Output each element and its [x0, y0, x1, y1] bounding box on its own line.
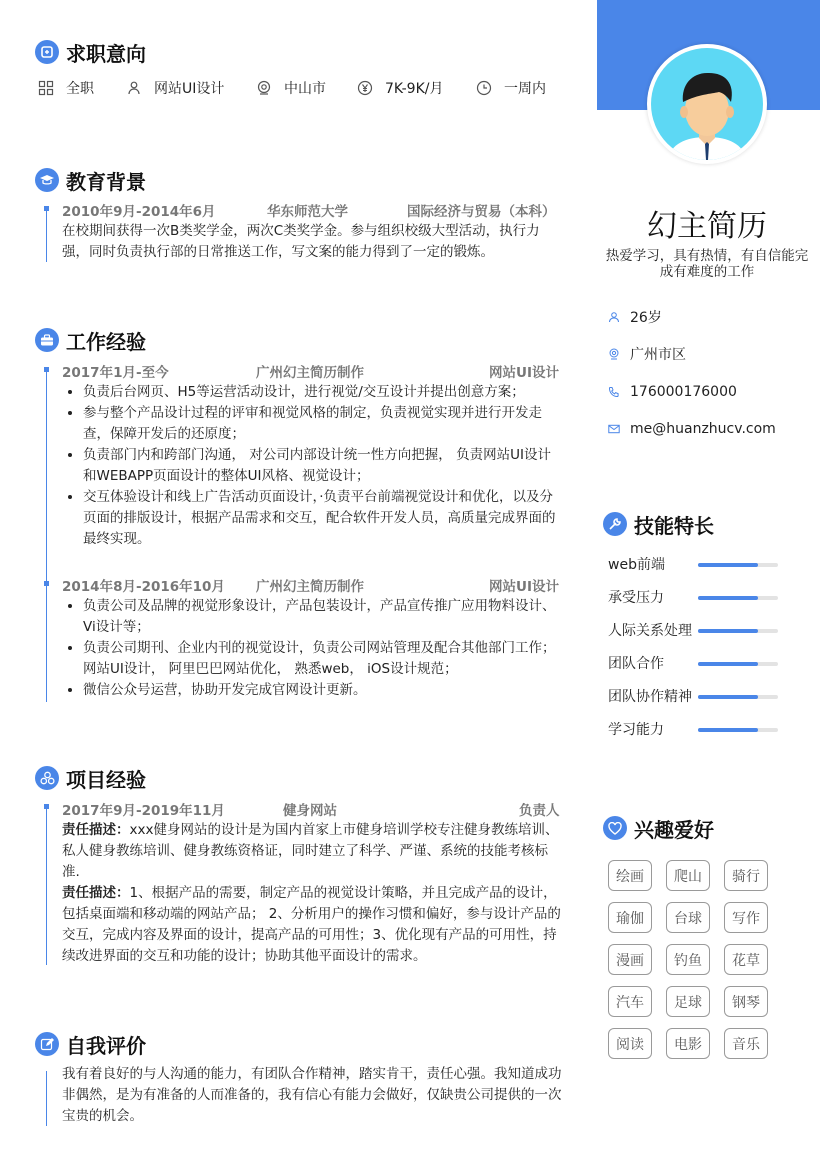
project-title: 项目经验 [66, 767, 146, 792]
education-date: 2010年9月-2014年6月 [62, 204, 216, 220]
hobby-tag: 钢琴 [724, 986, 768, 1017]
phone-icon [608, 386, 620, 398]
skill-bar-fill [698, 695, 758, 699]
skill-bar-fill [698, 662, 758, 666]
project-date: 2017年9月-2019年11月 [62, 803, 225, 819]
contact-email: me@huanzhucv.com [608, 419, 776, 439]
skill-bar-fill [698, 728, 758, 732]
work-2-company: 广州幻主简历制作 [256, 579, 364, 595]
project-desc-1 [62, 820, 562, 883]
work-1-duties [62, 382, 562, 550]
skill-name: web前端 [608, 557, 665, 573]
project-role: 负责人 [519, 803, 560, 819]
timeline-dot [44, 804, 49, 809]
list-item: • 负责部门内和跨部门沟通， 对公司内部设计统一性方向把握， 负责网站UI设计和WEBAPP页面设计的整体UI风格、视觉设计； [83, 445, 562, 487]
hobby-tag: 汽车 [608, 986, 652, 1017]
list-item: • 微信公众号运营，协助开发完成官网设计更新。 [83, 680, 562, 701]
intent-salary: 7K-9K/月 [357, 78, 443, 98]
skill-name: 人际关系处理 [608, 623, 692, 639]
person-icon [126, 80, 142, 96]
list-item: • 负责公司及品牌的视觉形象设计，产品包装设计，产品宣传推广应用物料设计、Vi设计等； [83, 596, 562, 638]
timeline-dot [44, 367, 49, 372]
self-timeline [46, 1071, 47, 1126]
skill-bar-fill [698, 563, 758, 567]
skill-bar [698, 728, 778, 732]
work-2-meta [62, 575, 562, 595]
work-2-role: 网站UI设计 [489, 579, 559, 595]
education-timeline [46, 207, 47, 262]
education-title: 教育背景 [66, 169, 146, 194]
education-meta [62, 200, 562, 220]
work-section-header [35, 326, 146, 354]
work-1-meta [62, 361, 562, 381]
self-section-header [35, 1030, 146, 1058]
skill-bar [698, 662, 778, 666]
skill-row [608, 653, 778, 673]
list-item: • 负责公司期刊、企业内刊的视觉设计，负责公司网站管理及配合其他部门工作；网站UI设计， 阿里巴巴网站优化， 熟悉web， iOS设计规范； [83, 638, 562, 680]
hobby-tag: 绘画 [608, 860, 652, 891]
intent-position: 网站UI设计 [126, 78, 224, 98]
skill-bar-fill [698, 596, 758, 600]
avatar-icon [647, 44, 767, 164]
skill-bar [698, 695, 778, 699]
hobby-tag: 爬山 [666, 860, 710, 891]
project-desc-2-label: 责任描述： [62, 885, 130, 901]
cluster-icon [35, 766, 59, 790]
hobby-tag: 音乐 [724, 1028, 768, 1059]
hobby-tag: 台球 [666, 902, 710, 933]
graduation-cap-icon [35, 168, 59, 192]
hobby-tag: 足球 [666, 986, 710, 1017]
list-item: • 负责后台网页、H5等运营活动设计，进行视觉/交互设计并提出创意方案； [83, 382, 562, 403]
list-item: • 参与整个产品设计过程的评审和视觉风格的制定，负责视觉实现并进行开发走查，保障开发后的还原度； [83, 403, 562, 445]
wrench-icon [603, 512, 627, 536]
work-2-date: 2014年8月-2016年10月 [62, 579, 225, 595]
skill-name: 承受压力 [608, 590, 664, 606]
work-1-company: 广州幻主简历制作 [256, 365, 364, 381]
mail-icon [608, 423, 620, 435]
skill-bar [698, 563, 778, 567]
avatar [647, 44, 767, 164]
work-1-date: 2017年1月-至今 [62, 365, 169, 381]
skill-bar-fill [698, 629, 758, 633]
work-1-role: 网站UI设计 [489, 365, 559, 381]
hobby-tag: 漫画 [608, 944, 652, 975]
project-desc-1-label: 责任描述： [62, 822, 130, 838]
contact-location: 广州市区 [608, 344, 686, 364]
timeline-dot [44, 581, 49, 586]
hobbies-title: 兴趣爱好 [634, 817, 714, 842]
self-text: 我有着良好的与人沟通的能力，有团队合作精神，踏实肯干，责任心强。我知道成功非偶然，是为有准备的人而准备的，我有信心有能力会做好，仅缺贵公司提供的一次宝贵的机会。 [62, 1066, 562, 1124]
education-desc: 在校期间获得一次B类奖学金，两次C类奖学金。参与组织校级大型活动，执行力强，同时负责执行部的日常推送工作，写文案的能力得到了一定的锻炼。 [62, 223, 540, 260]
education-section-header [35, 166, 146, 194]
list-item: • 交互体验设计和线上广告活动页面设计，·负责平台前端视觉设计和优化，以及分页面的排版设计，根据产品需求和交互，配合软件开发人员，高质量完成界面的最终实现。 [83, 487, 562, 550]
intent-city: 中山市 [256, 78, 326, 98]
hobby-tag: 电影 [666, 1028, 710, 1059]
project-name: 健身网站 [283, 803, 337, 819]
hobbies-section-header [603, 814, 714, 842]
clock-icon [476, 80, 492, 96]
briefcase-icon [35, 328, 59, 352]
self-title: 自我评价 [66, 1033, 146, 1058]
skill-name: 学习能力 [608, 722, 664, 738]
project-desc-2-text: 1、根据产品的需要，制定产品的视觉设计策略，并且完成产品的设计，包括桌面端和移动端的网站产品； 2、分析用户的操作习惯和偏好，参与设计产品的交互，完成内容及界面的设计，提高产品的可用性；3、优化现有产品的可用性，持续改进界面的交互和功能的设计；协助其他平面设计的需求。 [62, 885, 561, 964]
hobby-tag: 阅读 [608, 1028, 652, 1059]
project-desc-1-text: xxx健身网站的设计是为国内首家上市健身培训学校专注健身教练培训、私人健身教练培训、健身教练资格证，同时建立了科学、严谨、系统的技能考核标准. [62, 822, 559, 880]
skill-name: 团队协作精神 [608, 689, 692, 705]
location-icon [256, 80, 272, 96]
skill-row [608, 686, 778, 706]
skill-bar [698, 629, 778, 633]
edit-icon [35, 1032, 59, 1056]
intent-icon [35, 40, 59, 64]
education-school: 华东师范大学 [267, 204, 348, 220]
location-icon [608, 348, 620, 360]
intent-availability: 一周内 [476, 78, 546, 98]
skill-row [608, 620, 778, 640]
work-timeline [46, 368, 47, 702]
contact-phone: 176000176000 [608, 382, 737, 402]
project-section-header [35, 764, 146, 792]
work-2-duties [62, 596, 562, 701]
project-meta [62, 799, 562, 819]
intent-title: 求职意向 [66, 41, 146, 66]
intent-section-header [35, 38, 146, 66]
grid-icon [38, 80, 54, 96]
project-desc-2 [62, 883, 562, 967]
person-icon [608, 311, 620, 323]
yen-icon [357, 80, 373, 96]
skills-title: 技能特长 [634, 513, 714, 538]
intent-type: 全职 [38, 78, 94, 98]
hobby-tag: 写作 [724, 902, 768, 933]
project-timeline [46, 805, 47, 965]
hobby-tag: 花草 [724, 944, 768, 975]
profile-tagline: 热爱学习，具有热情，有自信能完成有难度的工作 [605, 248, 809, 280]
timeline-dot [44, 206, 49, 211]
profile-name: 幻主简历 [647, 209, 767, 244]
heart-icon [603, 816, 627, 840]
skill-row [608, 719, 778, 739]
work-title: 工作经验 [66, 329, 146, 354]
skill-row [608, 554, 778, 574]
education-major: 国际经济与贸易（本科） [407, 204, 556, 220]
skill-name: 团队合作 [608, 656, 664, 672]
skill-row [608, 587, 778, 607]
contact-age: 26岁 [608, 307, 662, 327]
skill-bar [698, 596, 778, 600]
hobby-tag: 钓鱼 [666, 944, 710, 975]
skills-section-header [603, 510, 714, 538]
hobby-tag: 骑行 [724, 860, 768, 891]
hobby-tag: 瑜伽 [608, 902, 652, 933]
